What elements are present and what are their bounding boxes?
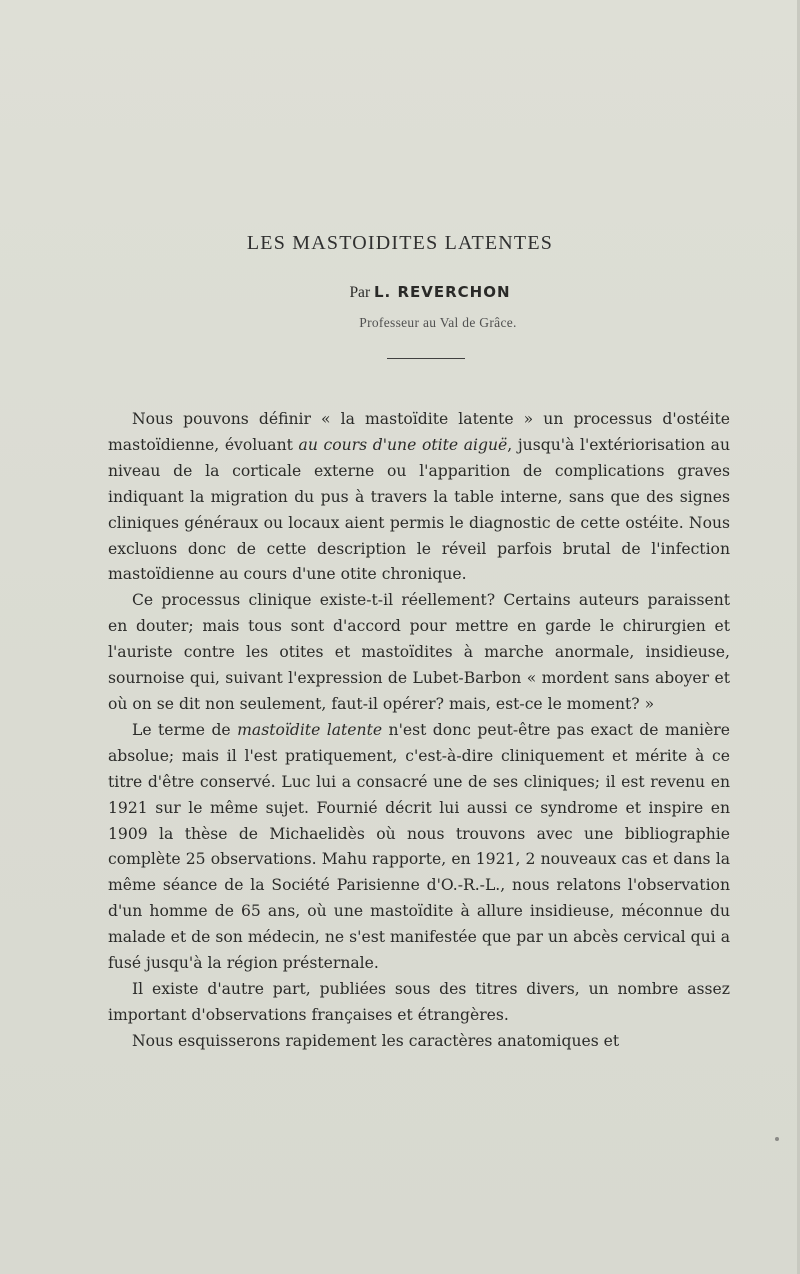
byline <box>0 283 800 302</box>
paper-speck <box>775 1137 779 1141</box>
paragraph-2: Ce processus clinique existe-t-il réellement? Certains auteurs paraissent en douter; mais tous sont d'accord pour mettre en garde le chirurgien et l'auriste contre les otites et mastoïdites à marche anormale, insidieuse, sournoise qui, suivant l'expression de Lubet-Barbon « mordent sans aboyer et où on se dit non seulement, faut-il opérer? mais, est-ce le moment? » <box>108 591 730 713</box>
paragraph-3 <box>108 718 730 977</box>
paragraph-4: Il existe d'autre part, publiées sous des titres divers, un nombre assez important d'observations françaises et étrangères. <box>108 979 730 1024</box>
article-title: LES MASTOIDITES LATENTES <box>246 232 554 254</box>
by-prefix: Par <box>349 284 371 301</box>
paragraph-1-text-a: Nous pouvons définir « la mastoïdite latente » un processus d'ostéite mastoïdienne, évoluant <box>108 410 730 454</box>
separator-rule <box>387 358 465 359</box>
paragraph-3-text-b: n'est donc peut-être pas exact de manière absolue; mais il l'est pratiquement, c'est-à-dire cliniquement et mérite à ce titre d'être conservé. Luc lui a consacré une de ses cliniques; il est revenu en 1921 sur le même sujet. Fournié décrit lui aussi ce syndrome et inspire en 1909 la thèse de Michaelidès où nous trouvons avec une bibliographie complète 25 observations. Mahu rapporte, en 1921, 2 nouveaux cas et dans la même séance de la Société Parisienne d'O.-R.-L., nous relatons l'observation d'un homme de 65 ans, où une mastoïdite à allure insidieuse, méconnue du malade et de son médecin, ne s'est manifestée que par un abcès cervical qui a fusé jusqu'à la région présternale. <box>108 720 730 973</box>
paragraph-1-italic: au cours d'une otite aiguë <box>298 435 508 454</box>
author-name: L. REVERCHON <box>373 283 511 301</box>
paragraph-5: Nous esquisserons rapidement les caractères anatomiques et <box>132 1031 620 1050</box>
paragraph-3-text-a: Le terme de <box>132 720 238 739</box>
paragraph-3-italic: mastoïdite latente <box>237 720 383 739</box>
paragraph-1 <box>108 407 730 588</box>
paragraph-1-text-b: , jusqu'à l'extériorisation au niveau de la corticale externe ou l'apparition de complications graves indiquant la migration du pus à travers la table interne, sans que des signes cliniques généraux ou locaux aient permis le diagnostic de cette ostéite. Nous excluons donc de cette description le réveil parfois brutal de l'infection mastoïdienne au cours d'une otite chronique. <box>108 435 730 584</box>
article-body <box>108 407 730 1055</box>
author-affiliation: Professeur au Val de Grâce. <box>359 315 517 330</box>
